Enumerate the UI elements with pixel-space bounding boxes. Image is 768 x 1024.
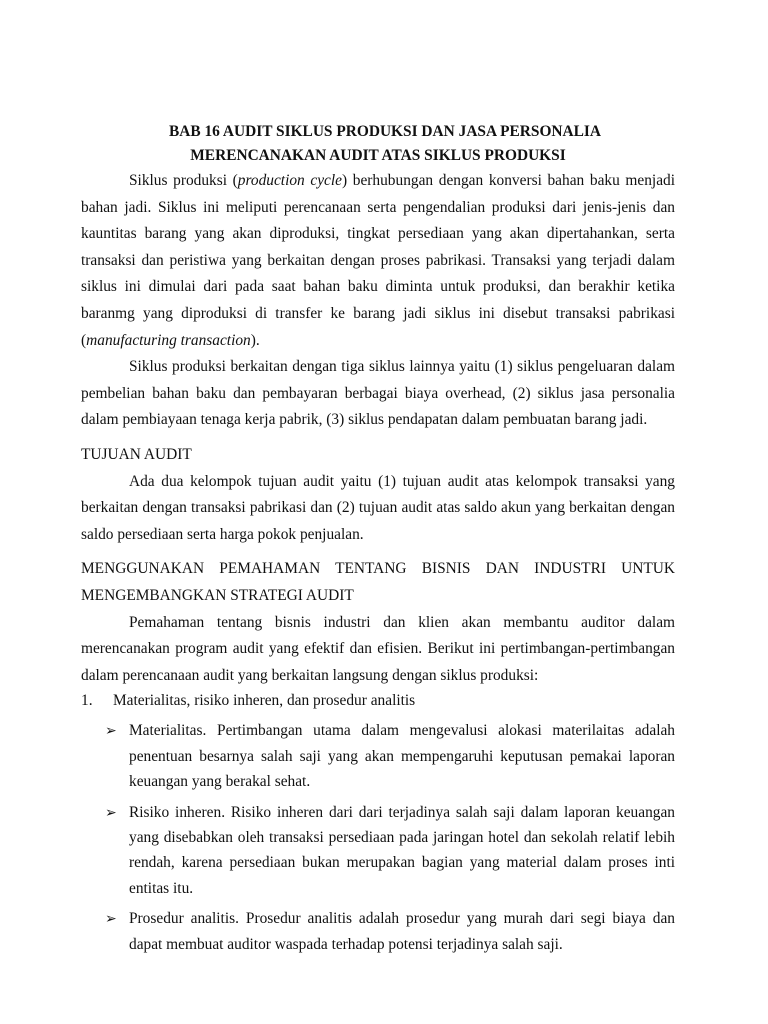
arrow-bullet-icon: ➢ xyxy=(105,804,117,821)
paragraph-tujuan-audit: Ada dua kelompok tujuan audit yaitu (1) tujuan audit atas kelompok transaksi yang berkaitan dengan transaksi pabrikasi dan (2) tujuan audit atas saldo akun yang berkaitan dengan saldo persediaan serta harga pokok penjualan. xyxy=(81,472,675,543)
bullet-materialitas xyxy=(81,718,675,794)
bullet-risiko-inheren xyxy=(81,800,675,902)
heading-strategi-audit-line-1: MENGGUNAKAN PEMAHAMAN TENTANG BISNIS DAN INDUSTRI UNTUK xyxy=(81,560,675,578)
term-production-cycle: production cycle xyxy=(237,172,342,189)
arrow-bullet-icon: ➢ xyxy=(105,911,117,928)
numbered-list-item xyxy=(81,689,675,713)
bullet-prosedur-analitis xyxy=(81,906,675,957)
paragraph-pemahaman-bisnis: Pemahaman tentang bisnis industri dan klien akan membantu auditor dalam merencanakan program audit yang efektif dan efisien. Berikut ini pertimbangan-pertimbangan dalam perencanaan audit yang berkaitan langsung dengan siklus produksi: xyxy=(81,613,675,684)
bullet-text: Risiko inheren. Risiko inheren dari dari terjadinya salah saji dalam laporan keuangan yang disebabkan oleh transaksi persediaan pada jaringan hotel dan sekolah relatif lebih rendah, karena persediaan bukan merupakan bagian yang material dalam proses inti entitas itu. xyxy=(129,803,675,897)
paragraph-siklus-produksi: Siklus produksi (production cycle) berhubungan dengan konversi bahan baku menjadi bahan jadi. Siklus ini meliputi perencanaan serta pengendalian produksi dari jenis-jenis dan kauntitas barang yang akan diproduksi, tingkat persediaan yang akan dipertahankan, serta transaksi dan peristiwa yang berkaitan dengan proses pabrikasi. Transaksi yang terjadi dalam siklus ini dimulai dari pada saat bahan baku diminta untuk produksi, dan berakhir ketika baranmg yang diproduksi di transfer ke barang jadi siklus ini disebut transaksi pabrikasi (manufacturing transaction). xyxy=(81,172,676,349)
bullet-text: Prosedur analitis. Prosedur analitis adalah prosedur yang murah dari segi biaya dan dapat membuat auditor waspada terhadap potensi terjadinya salah saji. xyxy=(129,910,675,953)
bullet-text: Materialitas. Pertimbangan utama dalam mengevalusi alokasi materilaitas adalah penentuan besarnya salah saji yang akan mempengaruhi keputusan pemakai laporan keuangan yang berakal sehat. xyxy=(129,722,675,791)
section-title: MERENCANAKAN AUDIT ATAS SIKLUS PRODUKSI xyxy=(190,147,566,164)
chapter-title: BAB 16 AUDIT SIKLUS PRODUKSI DAN JASA PERSONALIA xyxy=(168,123,602,140)
arrow-bullet-icon: ➢ xyxy=(105,723,117,740)
page-content xyxy=(81,120,675,957)
list-item-label: Materialitas, risiko inheren, dan prosedur analitis xyxy=(113,692,416,710)
heading-strategi-audit-line-2: MENGEMBANGKAN STRATEGI AUDIT xyxy=(81,586,354,604)
heading-tujuan-audit: TUJUAN AUDIT xyxy=(81,445,192,463)
paragraph-tiga-siklus: Siklus produksi berkaitan dengan tiga siklus lainnya yaitu (1) siklus pengeluaran dalam pembelian bahan baku dan pembayaran berbagai biaya overhead, (2) siklus jasa personalia dalam pembiayaan tenaga kerja pabrik, (3) siklus pendapatan dalam pembuatan barang jadi. xyxy=(81,358,675,429)
term-manufacturing-transaction: manufacturing transaction xyxy=(86,331,251,349)
list-number: 1. xyxy=(81,692,93,710)
